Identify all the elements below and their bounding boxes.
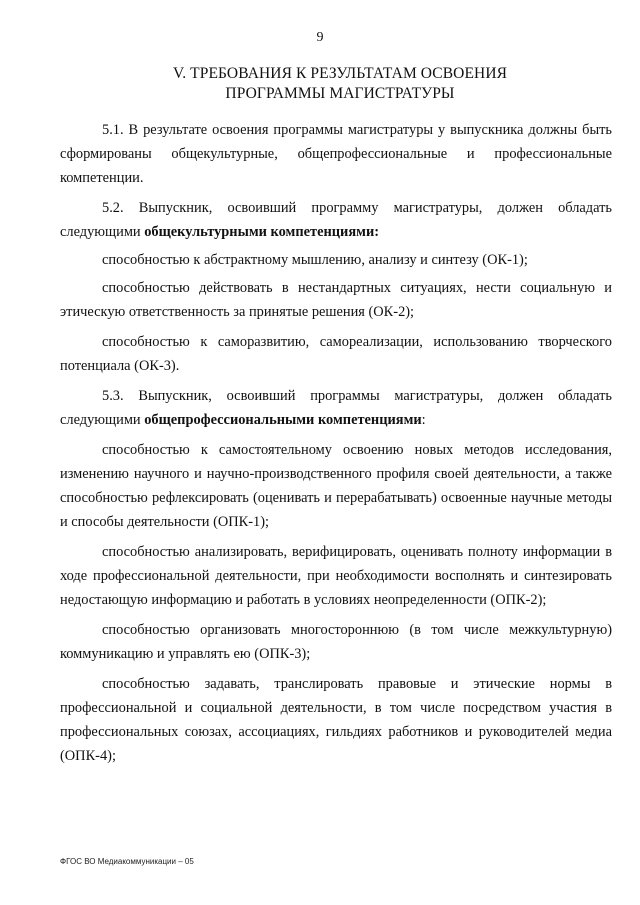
competence-ok-2: способностью действовать в нестандартных ситуациях, нести социальную и этическую ответственность за принятые решения (ОК-2);	[60, 280, 612, 320]
competence-ok-1: способностью к абстрактному мышлению, анализу и синтезу (ОК-1);	[102, 252, 528, 268]
heading-line-2: ПРОГРАММЫ МАГИСТРАТУРЫ	[225, 85, 455, 102]
page-number: 9	[316, 30, 324, 45]
heading-line-1: V. ТРЕБОВАНИЯ К РЕЗУЛЬТАТАМ ОСВОЕНИЯ	[172, 65, 508, 82]
competence-ok-3: способностью к саморазвитию, самореализации, использованию творческого потенциала (ОК-3).	[60, 334, 612, 374]
competence-opk-4: способностью задавать, транслировать правовые и этические нормы в профессиональной и социальной деятельности, в том числе посредством участия в профессиональных союзах, ассоциациях, гильдиях работников и руководителей медиа (ОПК-4);	[60, 676, 612, 764]
paragraph-5-2-bold: общекультурными компетенциями:	[144, 224, 380, 240]
paragraph-5-3-text: 5.3. Выпускник, освоивший программы магистратуры, должен обладать следующими	[60, 388, 612, 428]
competence-opk-1: способностью к самостоятельному освоению новых методов исследования, изменению научного и научно-производственного профиля своей деятельности, а также способностью рефлексировать (оценивать и перерабатывать) освоенные научные методы и способы деятельности (ОПК-1);	[60, 442, 612, 530]
paragraph-5-2-text: 5.2. Выпускник, освоивший программу магистратуры, должен обладать следующими	[60, 200, 612, 240]
document-body	[60, 118, 612, 774]
competence-opk-2: способностью анализировать, верифицировать, оценивать полноту информации в ходе профессиональной деятельности, при необходимости восполнять и синтезировать недостающую информацию и работать в условиях неопределенности (ОПК-2);	[60, 544, 612, 608]
paragraph-5-3-bold: общепрофессиональными компетенциями	[144, 412, 422, 428]
paragraph-5-2	[60, 196, 612, 244]
page-footer: ФГОС ВО Медиакоммуникации – 05	[60, 857, 194, 866]
section-heading	[60, 64, 620, 104]
paragraph-5-1: 5.1. В результате освоения программы магистратуры у выпускника должны быть сформированы общекультурные, общепрофессиональные и профессиональные компетенции.	[60, 122, 612, 186]
paragraph-5-3-colon: :	[421, 412, 426, 428]
paragraph-5-3	[60, 384, 612, 432]
competence-opk-3: способностью организовать многостороннюю (в том числе межкультурную) коммуникацию и управлять ею (ОПК-3);	[60, 622, 612, 662]
